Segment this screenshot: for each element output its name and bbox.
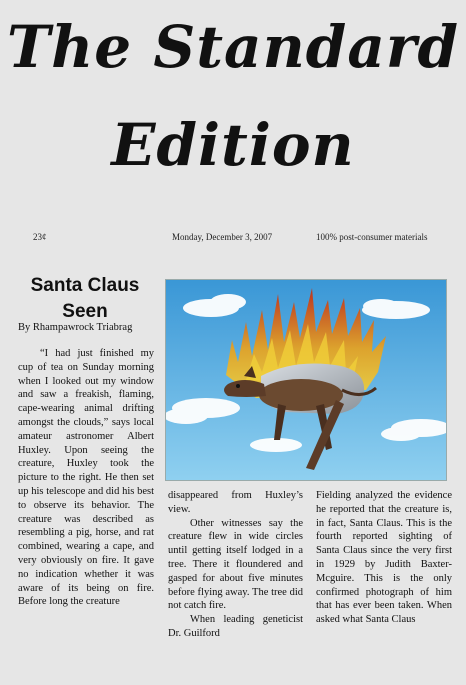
creature-photo bbox=[165, 279, 447, 481]
materials-note: 100% post-consumer materials bbox=[316, 232, 428, 242]
column-2-text-b: Other witnesses say the creature flew in wide circles until getting itself lodged in a tree. There it floundered and gasped for about five minutes before flying away. The tree did not catch fire. bbox=[168, 517, 303, 612]
column-2-text-a: disappeared from Huxley’s view. bbox=[168, 490, 303, 515]
column-3-text: Fielding analyzed the evidence he reported that the creature is, in fact, Santa Claus. This is the fourth reported sighting of Santa Claus since the very first in 1929 by Judith Baxter-Mcguire. This is the only confirmed photograph of him that has ever been taken. When asked what Santa Claus bbox=[316, 490, 452, 626]
masthead-title-line2: Edition bbox=[111, 111, 355, 179]
article-column-2 bbox=[168, 489, 303, 641]
article-column-3 bbox=[316, 489, 452, 627]
article-headline: Santa Claus Seen bbox=[30, 275, 140, 322]
column-1-text: “I had just finished my cup of tea on Sunday morning when I looked out my window and saw a freakish, flaming, cape-wearing animal drifting amongst the clouds,” says local amateur astronomer Albert Huxley. Upon seeing the creature, Huxley took the picture to the right. He then set up his telescope and did his best to observe its behavior. The creature was described as resembling a pig, horse, and rat combined, wearing a cape, and very obviously on fire. It gave no indication whether it was aware of its being on fire. Before long the creature bbox=[18, 348, 154, 608]
issue-date: Monday, December 3, 2007 bbox=[172, 232, 273, 242]
price-label: 23¢ bbox=[33, 232, 47, 242]
article-byline: By Rhampawrock Triabrag bbox=[18, 322, 133, 333]
masthead-title-line1: The Standard bbox=[6, 13, 460, 81]
article-column-1 bbox=[18, 347, 154, 609]
column-2-text-c: When leading geneticist Dr. Guilford bbox=[168, 614, 303, 639]
masthead bbox=[0, 13, 466, 179]
